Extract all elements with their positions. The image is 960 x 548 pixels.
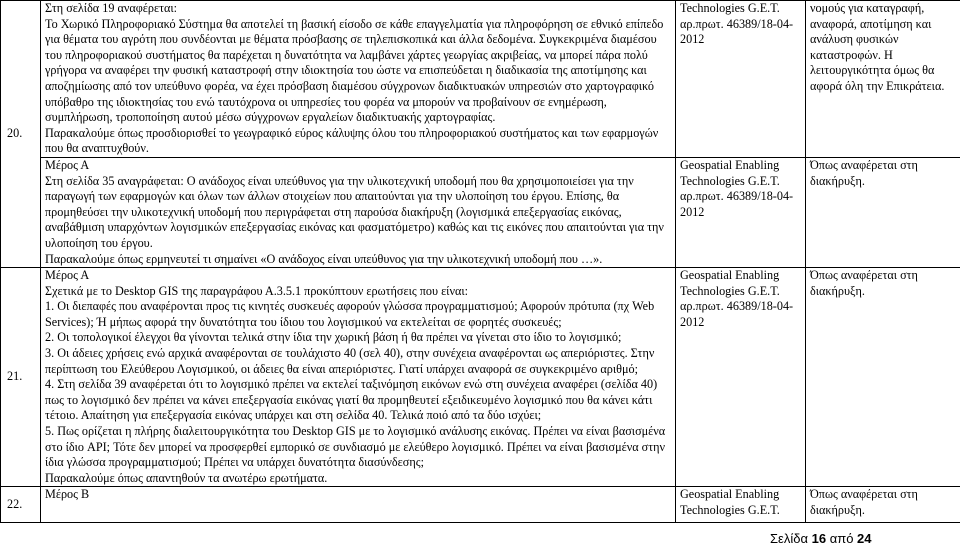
question-line: Το Χωρικό Πληροφοριακό Σύστημα θα αποτελεί τη βασική είσοδο σε κάθε επαγγελματία για πληροφόρηση σε εθνικό επίπεδο για θέματα του αγρότη που συνδέονται με θέματα πρόσβασης σε τηλεπισκοπικά και άλλα δεδομένα. Συγκεκριμένα διαμέσου του πληροφοριακού συστήματος θα παρέχεται η δυνατότητα να λαμβάνει χάρτες γεωργίας ακριβείας, να μπορεί πάρα πολύ γρήγορα να αναφέρει την φυσική καταστροφή στην ιδιοκτησία του ώστε να επισπεύδεται η διαδικασία της αποτίμησης και αποζημίωσης από τον υπεύθυνο φορέα, να έχει πρόσβαση διαμέσου σύγχρονων διαδικτυακών υπηρεσιών στο χαρτογραφικό υπόβαθρο της ιδιοκτησίας του ενώ ταυτόχρονα οι υπηρεσίες του φορέα να μπορούν να προβαίνουν σε ενημέρωση, συμπλήρωση, τροποποίηση αυτού μέσω σύγχρονων εργαλείων διαδικτυακής χαρτογραφίας.: [45, 16, 664, 125]
row-number-cell: [1, 1, 41, 268]
question-line: 2. Οι τοπολογικοί έλεγχοι θα γίνονται τελικά στην ίδια την χωρική βάση ή θα πρέπει να γίνεται στο ίδιο το λογισμικό;: [45, 330, 622, 345]
question-line: Μέρος Α: [45, 268, 90, 283]
question-line: Παρακαλούμε όπως ερμηνευτεί τι σημαίνει «Ο ανάδοχος είναι υπεύθυνος για την υλικοτεχνική υποδομή που …».: [45, 251, 603, 266]
question-cell: [41, 487, 676, 523]
page-label: Σελίδα: [770, 531, 808, 546]
table-row: [1, 487, 960, 523]
response-text: Όπως αναφέρεται στη διακήρυξη.: [810, 268, 918, 298]
source-cell: [676, 1, 806, 158]
source-cell: [676, 268, 806, 487]
response-text: Όπως αναφέρεται στη διακήρυξη.: [810, 487, 918, 517]
current-page: 16: [811, 531, 827, 546]
question-line: 1. Οι διεπαφές που αναφέρονται προς τις κινητές συσκευές αφορούν γλώσσα προγραμματισμού; Αφορούν πρότυπα (πχ Web Services); Ή μήπως αφορά την δυνατότητα του ίδιου του λογισμικού να εκτελείται σε φορητές συσκευές;: [45, 299, 655, 329]
source-cell: [676, 487, 806, 523]
source-cell: [676, 157, 806, 267]
row-number: 20.: [7, 126, 23, 141]
question-cell: [41, 268, 676, 487]
question-line: Στη σελίδα 19 αναφέρεται:: [45, 1, 178, 15]
response-text: Όπως αναφέρεται στη διακήρυξη.: [810, 157, 918, 188]
page-of-label: από: [829, 531, 854, 546]
response-text: νομούς για καταγραφή, αναφορά, αποτίμηση και ανάλυση φυσικών καταστροφών. Η λειτουργικότητα όμως θα αφορά όλη την Επικράτεια.: [810, 1, 945, 93]
source-text: Geospatial Enabling Technologies G.E.T.: [680, 487, 780, 517]
table-row: [1, 268, 960, 487]
row-number: 21.: [7, 369, 23, 384]
question-line: 4. Στη σελίδα 39 αναφέρεται ότι το λογισμικό πρέπει να εκτελεί ταξινόμηση εικόνων ενώ στη συνέχεια αναφέρει (σελίδα 40) πως το λογισμικό δεν πρέπει να κάνει επεξεργασία εικόνας γιατί θα προμηθευτεί εξειδικευμένο λογισμικό που θα κάνει κάτι τέτοιο. Απαίτηση για επεξεργασία εικόνας υπάρχει και στη σελίδα 40. Τελικά ποιό από τα δύο ισχύει;: [45, 377, 658, 423]
question-line: Στη σελίδα 35 αναγράφεται: Ο ανάδοχος είναι υπεύθυνος για την υλικοτεχνική υποδομή που θα χρησιμοποιείσει για την παραγωγή των εφαρμογών και όλων των άλλων στοιχείων που απαιτούνται για την υλοποίηση του έργου. Επίσης, θα προμηθεύσει την υλικοτεχνική υποδομή που περιγράφεται στη παρούσα διακήρυξη (λογισμικά επεξεργασίας εικόνας, αναβάθμιση υπαρχόντων λογισμικών επεξεργασίας εικόνας και φασματόμετρο) καθώς και τις εικόνες που απαιτούνται για την υλοποίηση του έργου.: [45, 173, 664, 250]
page-footer: [770, 531, 872, 546]
source-text: Geospatial Enabling Technologies G.E.T. αρ.πρωτ. 46389/18-04-2012: [680, 268, 794, 329]
question-line: 3. Οι άδειες χρήσεις ενώ αρχικά αναφέρονται σε τουλάχιστο 40 (σελ 40), στην συνέχεια αναφέρονται ως απεριόριστες. Στην περίπτωση του Ελεύθερου Λογισμικού, οι άδειες θα είναι απεριόριστες. Γιατί υπάρχει αναφορά σε συγκεκριμένο αριθμό;: [45, 346, 655, 376]
response-cell: [806, 268, 960, 487]
question-line: Παρακαλούμε όπως απαντηθούν τα ανωτέρω ερωτήματα.: [45, 470, 328, 485]
question-line: 5. Πως ορίζεται η πλήρης διαλειτουργικότητα του Desktop GIS με το λογισμικό ανάλυσης εικόνας. Πρέπει να είναι βασισμένα στο ίδιο API; Τότε δεν μπορεί να προσφερθεί εμπορικό σε συνδιασμό με ελεύθερο λογισμικό. Πρέπει να είναι βασισμένα στην ίδια γλώσσα προγραμματισμού; Πρέπει να υπάρχει δυνατότητα διασύνδεσης;: [45, 424, 666, 470]
response-cell: [806, 1, 960, 158]
question-line: Σχετικά με το Desktop GIS της παραγράφου Α.3.5.1 προκύπτουν ερωτήσεις που είναι:: [45, 283, 469, 298]
total-pages: 24: [857, 531, 872, 546]
source-text: Technologies G.E.T. αρ.πρωτ. 46389/18-04-2012: [680, 1, 794, 47]
question-line: Παρακαλούμε όπως προσδιορισθεί το γεωγραφικό εύρος κάλυψης όλου του πληροφοριακού συστήματος και των εφαρμογών που θα αναπτυχθούν.: [45, 125, 659, 156]
response-cell: [806, 157, 960, 267]
response-cell: [806, 487, 960, 523]
row-number-cell: [1, 487, 41, 523]
question-cell: [41, 157, 676, 267]
question-line: Μέρος Α: [45, 157, 90, 172]
question-cell: [41, 1, 676, 158]
table-row: [1, 157, 960, 267]
row-number: 22.: [7, 497, 23, 512]
source-text: Geospatial Enabling Technologies G.E.T. αρ.πρωτ. 46389/18-04-2012: [680, 157, 794, 219]
row-number-cell: [1, 268, 41, 487]
table-row: [1, 1, 960, 158]
question-line: Μέρος Β: [45, 487, 90, 502]
